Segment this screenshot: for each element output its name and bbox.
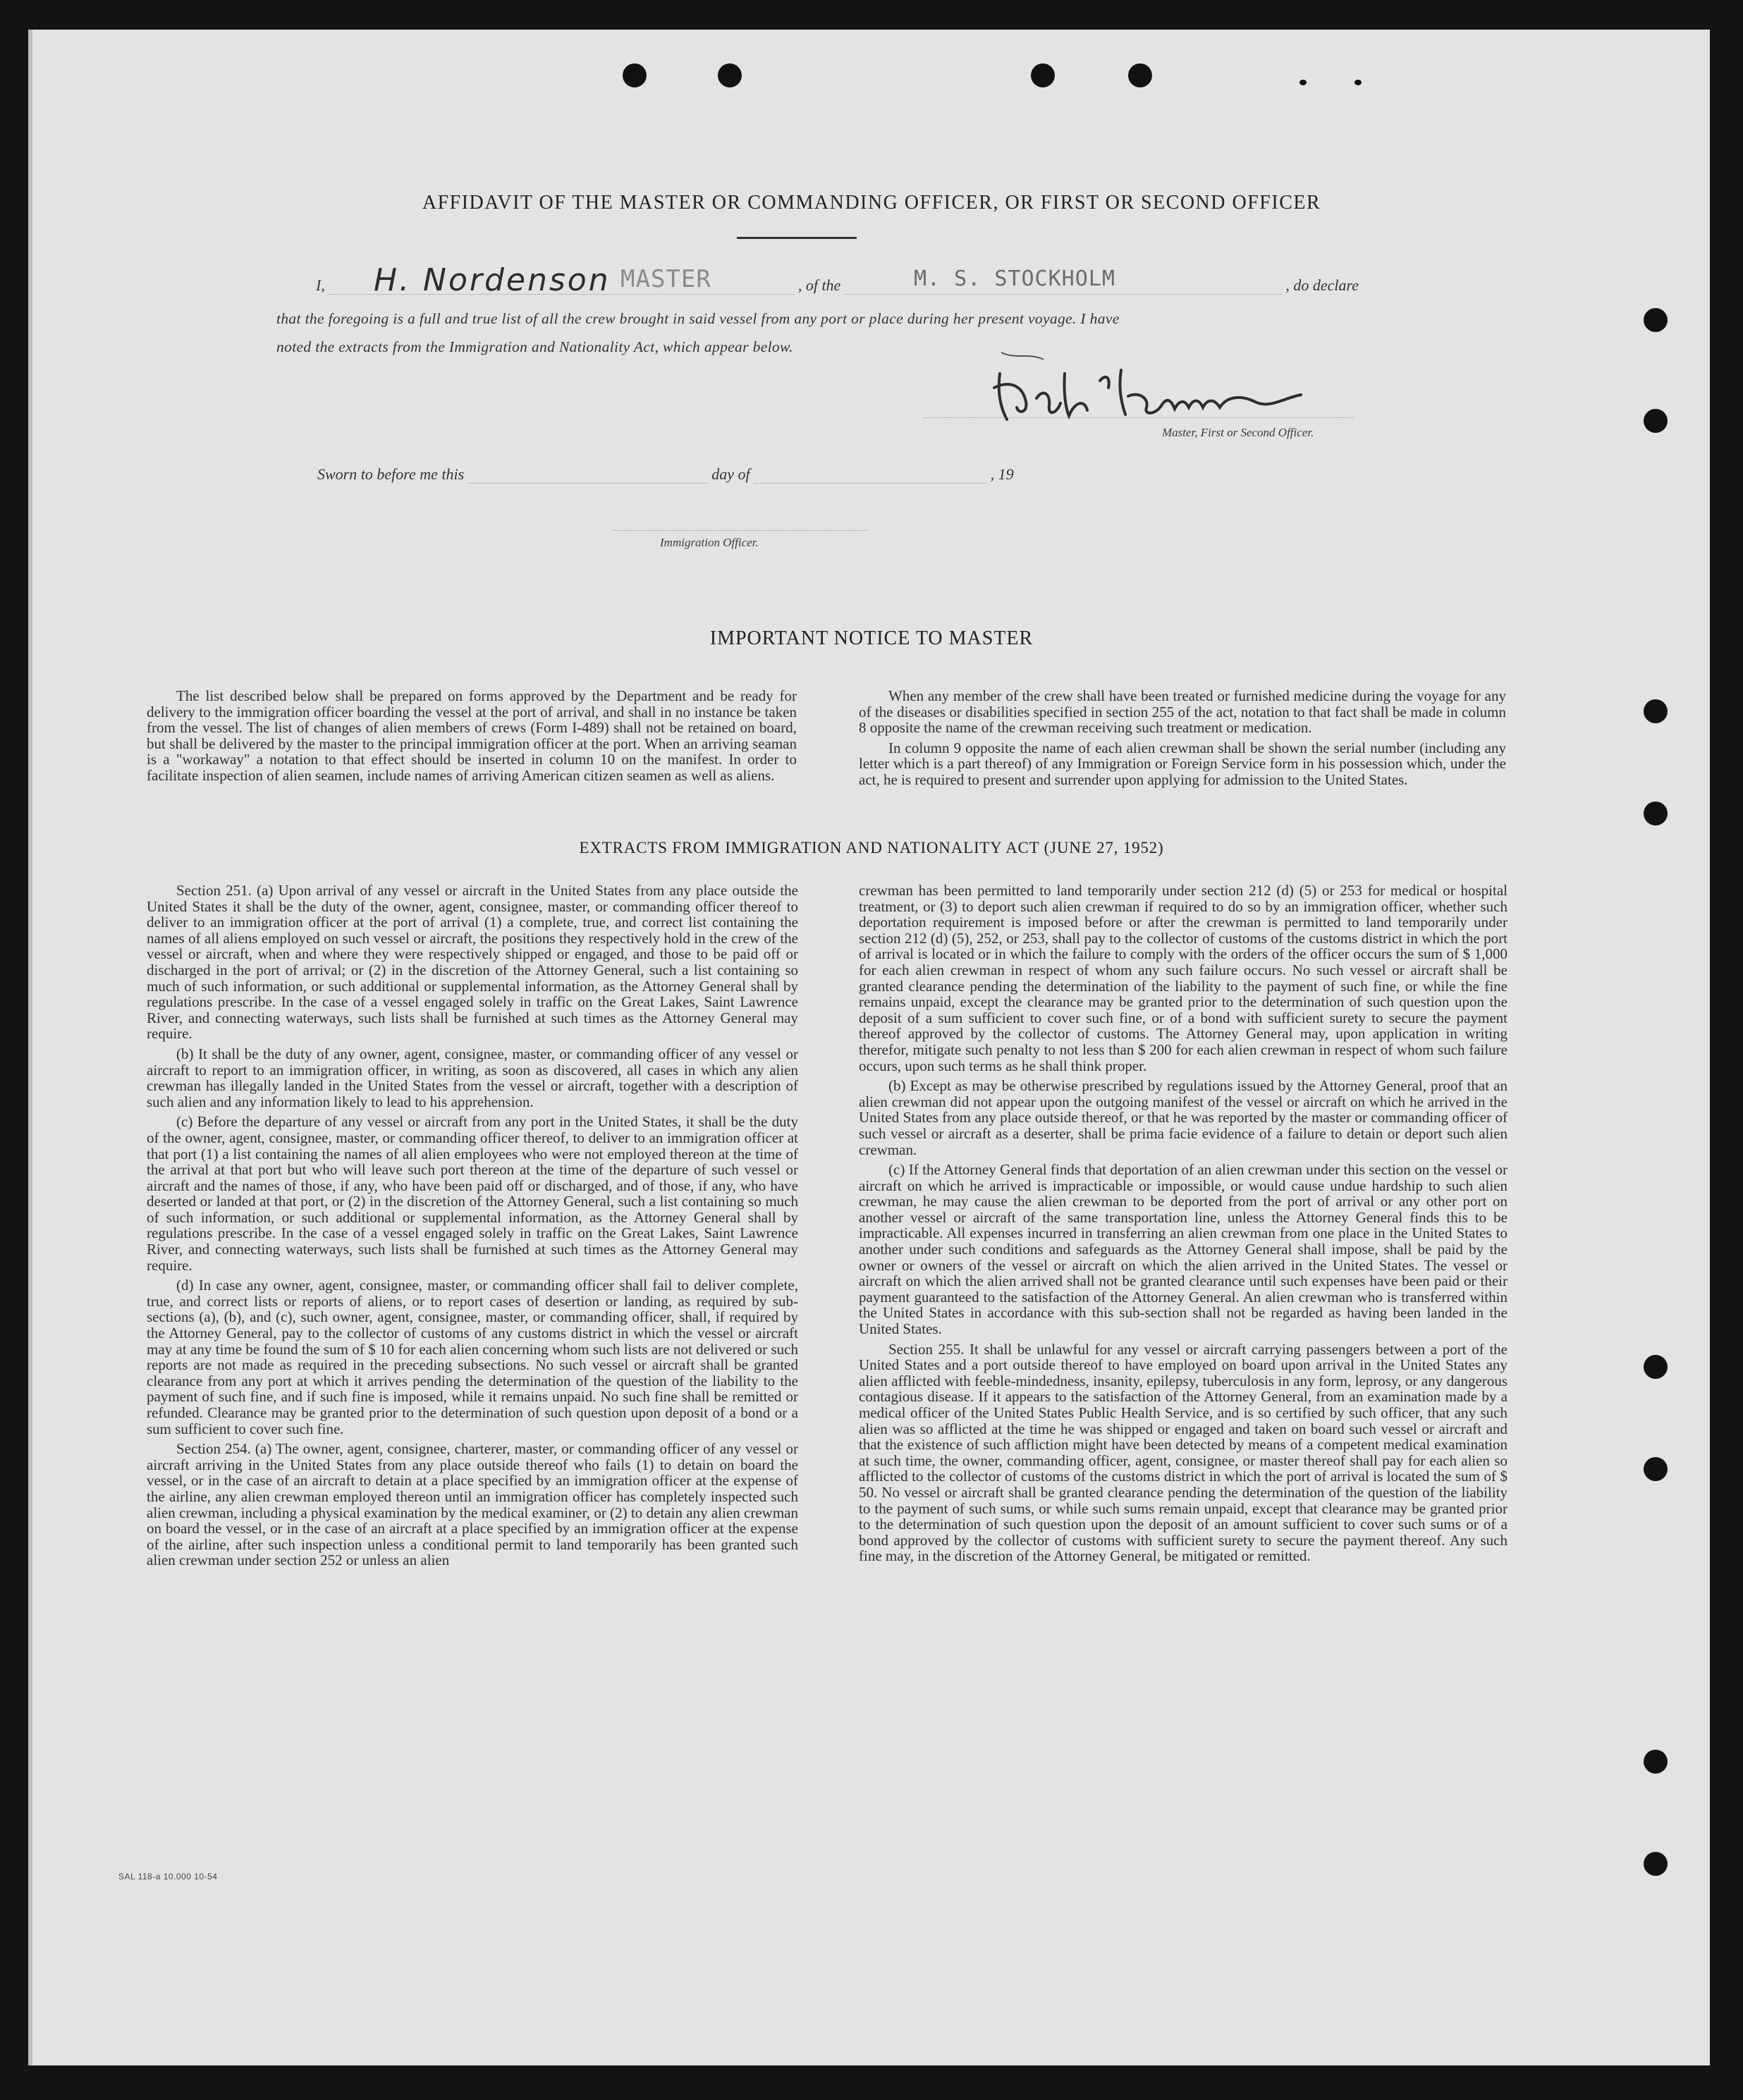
punch-hole	[1644, 308, 1668, 332]
day-of-label: day of	[711, 465, 750, 483]
affidavit-title: AFFIDAVIT OF THE MASTER OR COMMANDING OFFICER, OR FIRST OR SECOND OFFICER	[422, 192, 1321, 214]
form-code: SAL 118-a 10.000 10-54	[118, 1872, 218, 1881]
punch-hole	[1644, 1750, 1668, 1774]
master-signature	[987, 331, 1304, 437]
section-251-a: Section 251. (a) Upon arrival of any vessel or aircraft in the United States from any place outside the United States it shall be the duty of the owner, agent, consignee, master, or commanding officer thereof to deliver to an immigration officer at the port of arrival (1) a complete, true, and correct list containing the names of all aliens employed on such vessel or aircraft, the positions they respectively hold in the crew of the vessel or aircraft, when and where they were respectively shipped or engaged, and those to be paid off or discharged in the port of arrival; or (2) in the discretion of the Attorney General, such a list containing so much of such information, or such additional or supplemental information, as the Attorney General shall by regulations prescribe. In the case of a vessel engaged solely in traffic on the Great Lakes, Saint Lawrence River, and connecting waterways, such lists shall be furnished at such times as the Attorney General may require.	[147, 882, 798, 1043]
section-251-b: (b) It shall be the duty of any owner, agent, consignee, master, or commanding officer of any vessel or aircraft to report to an immigration officer, in writing, as soon as discovered, all cases in which any alien crewman has illegally landed in the United States from the vessel or aircraft, together with a description of such alien and any information likely to lead to his apprehension.	[147, 1045, 798, 1110]
notice-right-text-2: In column 9 opposite the name of each alien crewman shall be shown the serial number (including any letter which is a part thereof) of any Immigration or Foreign Service form in his possession which, under the act, he is required to present and surrender upon applying for admission to the United States.	[859, 739, 1506, 788]
signature-caption: Master, First or Second Officer.	[1162, 426, 1314, 439]
page-edge	[28, 30, 32, 2065]
sworn-line	[317, 465, 1014, 484]
notice-title: IMPORTANT NOTICE TO MASTER	[709, 627, 1034, 649]
extracts-right-column	[859, 883, 1507, 1564]
punch-hole	[1644, 802, 1668, 825]
declaration-prefix: I,	[316, 276, 325, 294]
notice-left-text: The list described below shall be prepared on forms approved by the Department and be ready for delivery to the immigration officer boarding the vessel at the port of arrival, and shall in no instance be taken from the vessel. The list of changes of alien members of crews (Form I-489) shall not be retained on board, but shall be delivered by the master to the principal immigration officer at the port. When an arriving seaman is a "workaway" a notation to that effect should be inserted in column 10 on the manifest. In order to facilitate inspection of alien seamen, include names of arriving American citizen seamen as well as aliens.	[147, 687, 797, 784]
section-251-c: (c) Before the departure of any vessel or aircraft from any port in the United States, it shall be the duty of the owner, agent, consignee, master, or commanding officer thereof, to deliver to an immigration officer at that port (1) a list containing the names of all alien employees who were not employed thereon at the time of the arrival at that port but who will leave such port thereon at the time of the departure of such vessel or aircraft and the names of those, if any, who have been paid off or discharged, and of those, if any, who have deserted or landed at that port, or (2) in the discretion of the Attorney General, such a list containing so much of such information, or such additional or supplemental information, as the Attorney General shall by regulations prescribe. In the case of a vessel engaged solely in traffic on the Great Lakes, Saint Lawrence River, and connecting waterways, such lists shall be furnished at such times as the Attorney General may require.	[147, 1113, 798, 1274]
punch-hole	[1644, 1457, 1668, 1481]
officer-caption: Immigration Officer.	[660, 536, 759, 549]
master-name-handwritten: H. Nordenson	[374, 262, 611, 298]
punch-hole	[1128, 63, 1152, 87]
section-254-b: (b) Except as may be otherwise prescribed by regulations issued by the Attorney General, proof that an alien crewman did not appear upon the outgoing manifest of the vessel or aircraft on which he arrived in the United States from any place outside thereof, or that he was reported by the master or commanding officer of such vessel or aircraft as a deserter, shall be prima facie evidence of a failure to detain or deport such alien crewman.	[859, 1077, 1507, 1158]
punch-hole	[1354, 80, 1362, 85]
section-251-d: (d) In case any owner, agent, consignee, master, or commanding officer shall fail to deliver complete, true, and correct lists or reports of aliens, or to report cases of desertion or landing, as required by sub-sections (a), (b), and (c), such owner, agent, consignee, master, or commanding officer, shall, if required by the Attorney General, pay to the collector of customs of any customs district in which the vessel or aircraft may at any time be found the sum of $ 10 for each alien concerning whom such lists are not delivered or such reports are not made as required in the preceding subsections. No such vessel or aircraft shall be granted clearance from any port at which it arrives pending the determination of the question of the liability to the payment of such fine, and if such fine is imposed, while it remains unpaid. No such fine shall be remitted or refunded. Clearance may be granted prior to the determination of such question upon deposit of a bond or a sum sufficient to cover such fine.	[147, 1277, 798, 1437]
punch-hole	[1644, 409, 1668, 433]
notice-right-text-1: When any member of the crew shall have been treated or furnished medicine during the voyage for any of the diseases or disabilities specified in section 255 of the act, notation to that fact shall be made in column 8 opposite the name of the crewman receiving such treatment or medication.	[859, 687, 1506, 737]
punch-hole	[1644, 1355, 1668, 1379]
declaration-line-3: noted the extracts from the Immigration and Nationality Act, which appear below.	[276, 338, 793, 355]
declaration-line-2: that the foregoing is a full and true list of all the crew brought in said vessel from any port or place during her present voyage. I have	[276, 310, 1120, 327]
punch-hole	[1644, 1852, 1668, 1876]
sworn-prefix: Sworn to before me this	[317, 465, 465, 483]
notice-right-paragraphs	[859, 688, 1506, 788]
punch-hole	[1644, 699, 1668, 723]
punch-hole	[623, 63, 647, 87]
punch-hole	[1031, 63, 1055, 87]
year-label: , 19	[990, 465, 1014, 483]
officer-signature-line	[613, 530, 867, 531]
signature-line	[924, 417, 1354, 418]
extracts-title: EXTRACTS FROM IMMIGRATION AND NATIONALITY ACT (JUNE 27, 1952)	[579, 839, 1164, 856]
section-255: Section 255. It shall be unlawful for any vessel or aircraft carrying passengers between a port of the United States and a port outside thereof to have employed on board upon arrival in the United States any alien afflicted with feeble-mindedness, insanity, epilepsy, tuberculosis in any form, leprosy, or any dangerous contagious disease. If it appears to the satisfaction of the Attorney General, from an examination made by a medical officer of the United States Public Health Service, and is so certified by such officer, that any such alien was so afflicted at the time he was shipped or engaged and taken on board such vessel or aircraft and that the existence of such affliction might have been detected by means of a competent medical examination at such time, the owner, commanding officer, agent, consignee, or master thereof shall pay for each alien so afflicted to the collector of customs of the customs district in which the port of arrival is located the sum of $ 50. No vessel or aircraft shall be granted clearance pending the determination of the question of the liability to the payment of such sums, or while such sums remain unpaid, except that clearance may be granted prior to the determination of such question upon the deposit of an amount sufficient to cover such sums or of a bond approved by the collector of customs with sufficient surety to secure the payment thereof. Any such fine may, in the discretion of the Attorney General, be mitigated or remitted.	[859, 1340, 1507, 1565]
section-254-a: Section 254. (a) The owner, agent, consignee, charterer, master, or commanding officer of any vessel or aircraft arriving in the United States from any place outside thereof who fails (1) to detain on board the vessel, or in the case of an aircraft to detain at a place specified by an immigration officer at the expense of the airline, any alien crewman employed thereon until an immigration officer has completely inspected such alien crewman, including a physical examination by the medical examiner, or (2) to detain any alien crewman on board the vessel, or in the case of an aircraft at a place specified by an immigration officer at the expense of the airline, after such inspection unless a conditional permit to land temporarily has been granted such alien crewman under section 252 or unless an alien	[147, 1440, 798, 1569]
do-declare-label: , do declare	[1285, 276, 1359, 294]
punch-hole	[718, 63, 742, 87]
vessel-name-stamp: M. S. STOCKHOLM	[914, 266, 1115, 291]
extracts-left-column	[147, 883, 798, 1568]
notice-left-paragraph	[147, 688, 797, 784]
punch-hole	[1299, 80, 1307, 85]
rank-stamp: MASTER	[620, 265, 711, 293]
section-254-c: (c) If the Attorney General finds that deportation of an alien crewman under this section on the vessel or aircraft on which he arrived is impracticable or impossible, or would cause undue hardship to such alien crewman, he may cause the alien crewman to be deported from the port of arrival or any other port on another vessel or aircraft of the same transportation line, unless the Attorney General finds this to be impracticable. All expenses incurred in transferring an alien crewman from one place in the United States to another under such conditions and safeguards as the Attorney General shall impose, shall be paid by the owner or owners of the vessel or aircraft on which the alien arrived in the United States. The vessel or aircraft on which the alien arrived shall not be granted clearance until such expenses have been paid or their payment guaranteed to the satisfaction of the Attorney General. An alien crewman who is transferred within the United States in accordance with this sub-section shall not be regarded as having been landed in the United States.	[859, 1161, 1507, 1338]
of-the-label: , of the	[797, 276, 841, 294]
section-254-a-continued: crewman has been permitted to land temporarily under section 212 (d) (5) or 253 for medical or hospital treatment, or (3) to deport such alien crewman if required to do so by an immigration officer, whether such deportation requirement is imposed before or after the crewman is permitted to land temporarily under section 212 (d) (5), 252, or 253, shall pay to the collector of customs of the customs district in which the port of arrival is located or in which the failure to comply with the orders of the officer occurs the sum of $ 1,000 for each alien crewman in respect of whom any such failure occurs. No such vessel or aircraft shall be granted clearance pending the determination of the liability to the payment of such fine, or while the fine remains unpaid, except the clearance may be granted prior to the determination of such question upon the deposit of a sum sufficient to cover such fine, or of a bond with sufficient surety to secure the payment thereof approved by the collector of customs. The Attorney General may, upon application in writing therefor, mitigate such penalty to not less than $ 200 for each alien crewman in respect of whom such failure occurs, upon such terms as he shall think proper.	[859, 882, 1507, 1074]
title-divider	[737, 237, 857, 239]
